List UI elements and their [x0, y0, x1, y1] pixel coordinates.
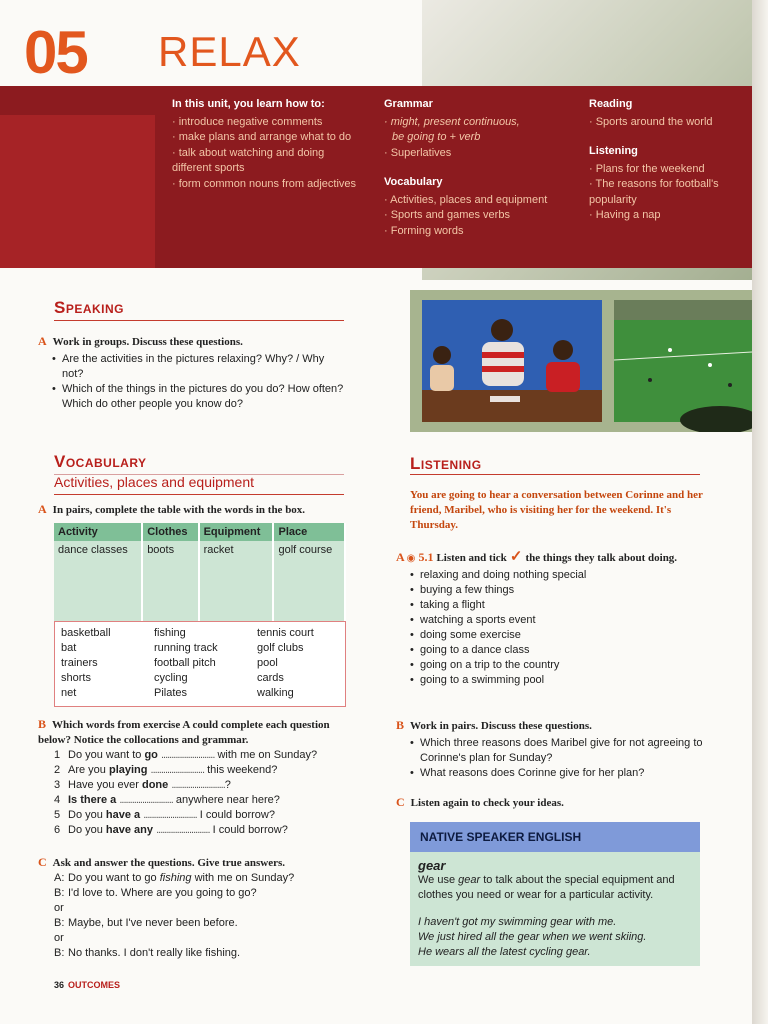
- vocabulary-item: · Sports and games verbs: [384, 209, 510, 221]
- example-sentence: We just hired all the gear when we went skiing.: [418, 931, 647, 943]
- learn-item: · form common nouns from adjectives: [172, 177, 357, 190]
- learn-item: · introduce negative comments: [172, 115, 323, 128]
- page-fold: [752, 0, 768, 1024]
- table-cell: golf course: [273, 541, 345, 625]
- reading-listening-column: [589, 97, 739, 224]
- word: net: [61, 687, 77, 699]
- exercise-instruction: Work in pairs. Discuss these questions.: [410, 720, 592, 732]
- reading-title: Reading: [589, 98, 633, 110]
- gap-fill-item: 5 Do you have a .......................... I could borrow?: [54, 809, 275, 821]
- word: basketball: [61, 627, 111, 639]
- gap-fill-item: 4 Is there a .......................... anywhere near here?: [54, 794, 280, 806]
- word: football pitch: [154, 657, 216, 669]
- answer-blank[interactable]: ..........................: [119, 794, 173, 806]
- reading-item: · Sports around the world: [589, 115, 713, 128]
- gap-fill-list: [54, 748, 354, 838]
- listening-item: · Having a nap: [589, 209, 661, 221]
- listening-exercise-c: [396, 795, 706, 811]
- list-item: • doing some exercise: [410, 628, 706, 643]
- learn-item: · make plans and arrange what to do: [172, 131, 352, 143]
- exercise-label: B: [396, 718, 405, 732]
- page-footer: [54, 980, 124, 990]
- vocabulary-exercise-c: [38, 855, 358, 871]
- gap-fill-item: 1 Do you want to go .......................... with me on Sunday?: [54, 749, 318, 761]
- table-cell: dance classes: [54, 541, 142, 625]
- table-header: Equipment: [199, 523, 274, 541]
- word: golf clubs: [257, 642, 304, 654]
- vocabulary-title: Vocabulary: [384, 176, 443, 188]
- photos-illustration: [410, 290, 752, 432]
- learn-column: [172, 97, 357, 192]
- list-item: • Which three reasons does Maribel give for not agreeing to Corinne's plan for Sunday?: [410, 736, 706, 766]
- gap-fill-item: 6 Do you have any .......................... I could borrow?: [54, 824, 288, 836]
- listening-intro: You are going to hear a conversation between Corinne and her friend, Maribel, who is visiting her for the weekend. It's Thursday.: [410, 489, 703, 531]
- table-row: [54, 541, 345, 625]
- vocabulary-item: · Forming words: [384, 224, 464, 237]
- vocabulary-exercise-a: [38, 502, 358, 518]
- answer-blank[interactable]: ..........................: [160, 749, 215, 761]
- listening-exercise-b: [396, 718, 706, 781]
- table-cell: racket: [199, 541, 274, 625]
- table-header: Activity: [54, 523, 142, 541]
- banner-accent-block: [0, 115, 155, 268]
- speaking-exercise-a: [38, 334, 348, 412]
- grammar-vocab-column: [384, 97, 569, 239]
- example-sentence: I haven't got my swimming gear with me.: [418, 916, 617, 928]
- book-title: OUTCOMES: [68, 980, 121, 990]
- list-item: • relaxing and doing nothing special: [410, 568, 706, 583]
- grammar-item: be going to + verb: [392, 131, 481, 143]
- exercise-instruction: Ask and answer the questions. Give true answers.: [52, 857, 286, 869]
- word: cards: [257, 672, 284, 684]
- speaking-divider: [54, 320, 344, 321]
- vocabulary-item: · Activities, places and equipment: [384, 193, 548, 206]
- listening-item: · Plans for the weekend: [589, 162, 705, 175]
- audio-icon[interactable]: ◉: [406, 553, 416, 564]
- vocabulary-exercise-b: [38, 717, 358, 748]
- listening-title: Listening: [589, 145, 638, 157]
- unit-title: RELAX: [158, 28, 301, 75]
- answer-blank[interactable]: ..........................: [171, 779, 225, 791]
- word: trainers: [61, 657, 98, 669]
- grammar-item: · Superlatives: [384, 146, 452, 159]
- exercise-instruction: Listen and tick: [436, 552, 507, 564]
- table-header: Place: [273, 523, 345, 541]
- native-speaker-title: NATIVE SPEAKER ENGLISH: [410, 822, 700, 852]
- dialogue-line: B: Maybe, but I've never been before.: [54, 917, 238, 929]
- word: running track: [154, 642, 218, 654]
- exercise-label: A: [38, 502, 47, 516]
- native-speaker-word: gear: [418, 858, 446, 873]
- word-box: [54, 621, 346, 707]
- exercise-instruction: Listen again to check your ideas.: [410, 797, 564, 809]
- listening-heading: Listening: [410, 454, 482, 473]
- word: tennis court: [257, 627, 314, 639]
- exercise-label: C: [396, 795, 405, 809]
- word-box-column: [257, 626, 314, 701]
- list-item: • Are the activities in the pictures relaxing? Why? / Why not?: [52, 352, 348, 382]
- list-item: • buying a few things: [410, 583, 706, 598]
- word-box-column: [61, 626, 111, 701]
- listening-divider: [410, 474, 700, 475]
- answer-blank[interactable]: ..........................: [150, 764, 205, 776]
- vocabulary-subdivider: [54, 494, 344, 495]
- gap-fill-item: 3 Have you ever done ..........................?: [54, 779, 231, 791]
- listening-exercise-a: [396, 549, 706, 688]
- track-number: 5.1: [418, 550, 434, 564]
- gap-fill-item: 2 Are you playing .......................... this weekend?: [54, 764, 278, 776]
- example-dialogue: [54, 871, 354, 961]
- learn-item: · talk about watching and doing different sports: [172, 146, 325, 174]
- listening-item: · The reasons for football's popularity: [589, 178, 719, 206]
- photo-strip: [410, 290, 752, 432]
- list-item: • Which of the things in the pictures do you do? How often? Which do other people you know do?: [52, 382, 348, 412]
- tick-icon: ✓: [509, 548, 523, 565]
- grammar-title: Grammar: [384, 98, 433, 110]
- learn-title: In this unit, you learn how to:: [172, 98, 325, 110]
- word: pool: [257, 657, 278, 669]
- speaking-heading: Speaking: [54, 298, 125, 317]
- exercise-instruction: Which words from exercise A could complete each question below? Notice the collocations and grammar.: [38, 719, 330, 746]
- dialogue-line: or: [54, 932, 64, 944]
- exercise-label: B: [38, 717, 47, 731]
- vocabulary-heading: Vocabulary: [54, 452, 147, 471]
- list-item: • going to a dance class: [410, 643, 706, 658]
- word: fishing: [154, 627, 186, 639]
- answer-blank[interactable]: ..........................: [156, 824, 210, 836]
- answer-blank[interactable]: ..........................: [143, 809, 197, 821]
- word: shorts: [61, 672, 91, 684]
- exercise-label: A: [396, 550, 405, 564]
- exercise-label: A: [38, 334, 47, 348]
- vocabulary-table: [54, 523, 346, 625]
- word: bat: [61, 642, 77, 654]
- dialogue-line: or: [54, 902, 64, 914]
- vocabulary-subheading: Activities, places and equipment: [54, 474, 254, 490]
- native-speaker-definition: We use gear to talk about the special equipment and clothes you need or wear for a particular activity.: [418, 874, 675, 901]
- dialogue-line: A: Do you want to go fishing with me on Sunday?: [54, 872, 295, 884]
- page-number: 36: [54, 980, 65, 990]
- example-sentence: He wears all the latest cycling gear.: [418, 946, 591, 958]
- word: cycling: [154, 672, 188, 684]
- dialogue-line: B: I'd love to. Where are you going to go?: [54, 887, 257, 899]
- list-item: • going to a swimming pool: [410, 673, 706, 688]
- list-item: • taking a flight: [410, 598, 706, 613]
- exercise-instruction-cont: the things they talk about doing.: [525, 552, 678, 564]
- list-item: • going on a trip to the country: [410, 658, 706, 673]
- table-cell: boots: [142, 541, 198, 625]
- dialogue-line: B: No thanks. I don't really like fishing.: [54, 947, 241, 959]
- exercise-instruction: In pairs, complete the table with the words in the box.: [52, 504, 306, 516]
- table-header: Clothes: [142, 523, 198, 541]
- list-item: • What reasons does Corinne give for her plan?: [410, 766, 706, 781]
- unit-number: 05: [24, 19, 87, 86]
- word: Pilates: [154, 687, 188, 699]
- grammar-item: · might, present continuous,: [384, 115, 520, 128]
- exercise-instruction: Work in groups. Discuss these questions.: [52, 336, 243, 348]
- word: walking: [257, 687, 294, 699]
- exercise-label: C: [38, 855, 47, 869]
- list-item: • watching a sports event: [410, 613, 706, 628]
- word-box-column: [154, 626, 218, 701]
- native-speaker-box: [410, 822, 700, 966]
